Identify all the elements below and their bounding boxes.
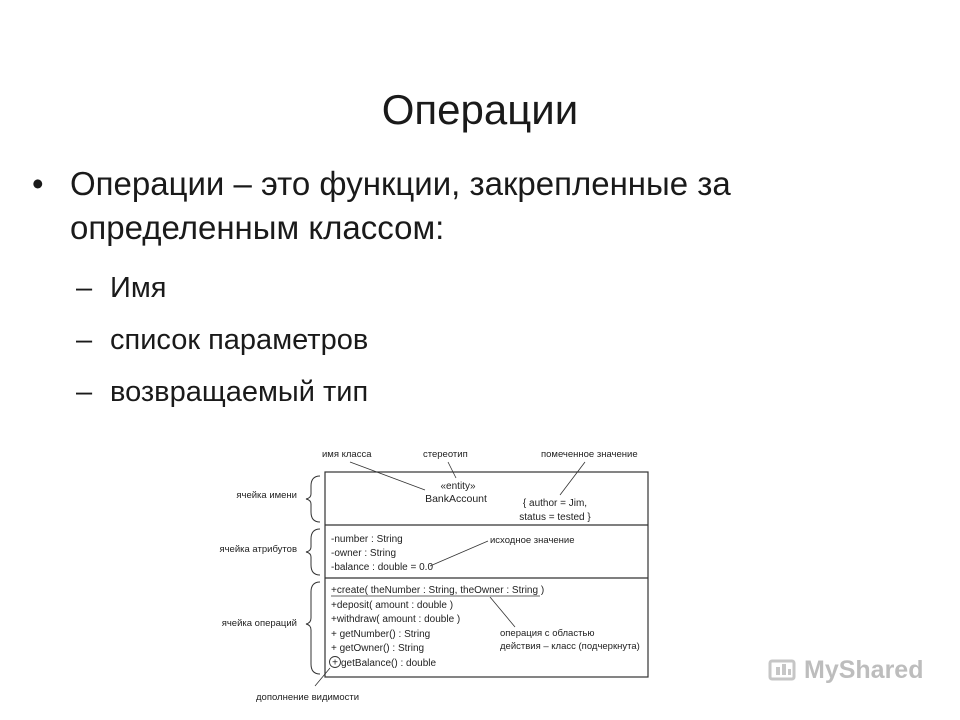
subitem-params-text: список параметров xyxy=(110,324,369,356)
attribute-row: -number : String xyxy=(331,534,403,545)
class-name-text: BankAccount xyxy=(425,493,487,505)
subitem-params: – список параметров xyxy=(76,324,369,356)
watermark-text: MyShared xyxy=(804,656,924,684)
bullet-line-1: Операции – это функции, закрепленные за xyxy=(70,165,731,202)
callout-stereotype: стереотип xyxy=(423,449,468,460)
operation-row: +deposit( amount : double ) xyxy=(331,600,454,611)
operation-row: + getNumber() : String xyxy=(331,629,431,640)
brace-attr-cell xyxy=(306,529,320,575)
callout-name-cell: ячейка имени xyxy=(236,490,297,501)
attribute-row: -owner : String xyxy=(331,548,397,559)
bullet-dot: • xyxy=(32,165,44,202)
callout-tagged-value: помеченное значение xyxy=(541,449,638,460)
callout-ops-cell: ячейка операций xyxy=(221,618,297,629)
brace-ops-cell xyxy=(306,582,320,674)
brace-name-cell xyxy=(306,476,320,522)
watermark xyxy=(768,656,923,685)
bullet-line-2: определенным классом: xyxy=(70,209,445,246)
callout-op-scope-line-1: операция с областью xyxy=(500,628,595,639)
operation-row: +withdraw( amount : double ) xyxy=(331,614,461,625)
operation-row: getBalance() : double xyxy=(341,658,437,669)
subitem-name-text: Имя xyxy=(110,272,167,304)
callout-class-name: имя класса xyxy=(322,449,372,460)
main-bullet xyxy=(32,162,912,250)
watermark-logo-icon xyxy=(768,657,798,685)
operation-row: + getOwner() : String xyxy=(331,643,425,654)
tagged-value-line-1: { author = Jim, xyxy=(522,498,588,509)
subitem-name: – Имя xyxy=(76,272,167,304)
subitem-return-text: возвращаемый тип xyxy=(110,376,369,408)
attribute-row: -balance : double = 0.0 xyxy=(331,562,434,573)
callout-op-scope-line-2: действия – класс (подчеркнута) xyxy=(500,641,640,652)
slide-title: Операции xyxy=(381,86,579,134)
subitem-return: – возвращаемый тип xyxy=(76,376,369,408)
callout-visibility: дополнение видимости xyxy=(256,692,360,703)
visibility-symbol: + xyxy=(332,657,338,669)
stereotype-text: «entity» xyxy=(440,481,476,492)
tagged-value-line-2: status = tested } xyxy=(519,512,591,523)
operation-row: +create( theNumber : String, theOwner : String ) xyxy=(331,585,545,596)
callout-initial-value: исходное значение xyxy=(490,535,575,546)
callout-attr-cell: ячейка атрибутов xyxy=(219,544,297,555)
